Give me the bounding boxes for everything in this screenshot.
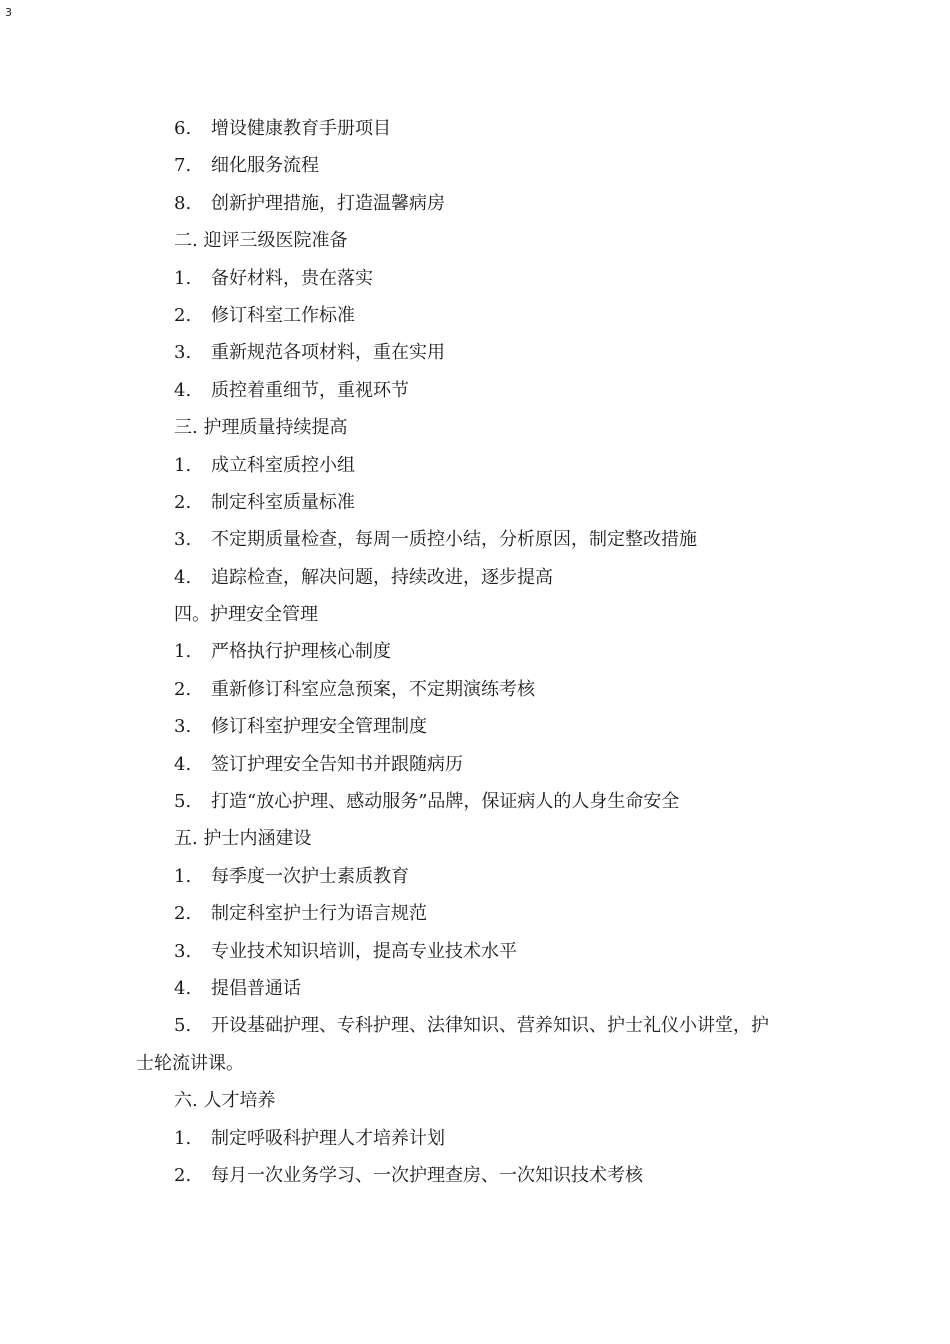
list-item-number: 5. — [174, 791, 192, 813]
list-item-continuation-text: 士轮流讲课。 — [136, 1052, 244, 1074]
section-heading — [0, 409, 950, 446]
list-item-text: 重新规范各项材料，重在实用 — [211, 342, 445, 364]
list-item-text: 重新修订科室应急预案，不定期演练考核 — [211, 678, 535, 700]
section-heading-text: 六. 人才培养 — [174, 1090, 276, 1112]
list-item-number: 7. — [174, 155, 192, 177]
list-item-number: 4. — [174, 566, 192, 588]
list-item-number: 8. — [174, 192, 192, 214]
list-item-number: 2. — [174, 678, 192, 700]
section-heading-text: 二. 迎评三级医院准备 — [174, 230, 348, 252]
list-item-text: 备好材料，贵在落实 — [211, 267, 373, 289]
list-item-number: 6. — [174, 118, 192, 139]
list-item — [0, 559, 950, 596]
document-body — [0, 110, 950, 1194]
list-item-text: 成立科室质控小组 — [211, 454, 355, 476]
list-item — [0, 1157, 950, 1194]
list-item-number: 2. — [174, 1164, 192, 1186]
section-heading-text: 三. 护理质量持续提高 — [174, 417, 348, 439]
page-number: 3 — [5, 6, 12, 19]
list-item-continuation — [0, 1045, 950, 1082]
list-item-text: 制定科室质量标准 — [211, 491, 355, 513]
list-item — [0, 260, 950, 297]
list-item-text: 开设基础护理、专科护理、法律知识、营养知识、护士礼仪小讲堂，护 — [211, 1015, 769, 1037]
list-item-number: 4. — [174, 379, 192, 401]
list-item — [0, 334, 950, 371]
list-item — [0, 110, 950, 147]
list-item-text: 修订科室工作标准 — [211, 304, 355, 326]
list-item — [0, 895, 950, 932]
list-item — [0, 185, 950, 222]
list-item-number: 3. — [174, 716, 192, 738]
list-item-text: 每月一次业务学习、一次护理查房、一次知识技术考核 — [211, 1164, 643, 1186]
list-item-text: 每季度一次护士素质教育 — [211, 865, 409, 887]
list-item-number: 1. — [174, 454, 192, 476]
list-item — [0, 1120, 950, 1157]
section-heading — [0, 222, 950, 259]
list-item-text: 不定期质量检查，每周一质控小结，分析原因，制定整改措施 — [211, 529, 697, 551]
list-item — [0, 484, 950, 521]
list-item-number: 1. — [174, 267, 192, 289]
section-heading-text: 五. 护士内涵建设 — [174, 828, 312, 850]
list-item-number: 4. — [174, 977, 192, 999]
list-item-number: 3. — [174, 342, 192, 364]
section-heading — [0, 820, 950, 857]
list-item-number: 5. — [174, 1015, 192, 1037]
list-item — [0, 521, 950, 558]
list-item-text: 提倡普通话 — [211, 977, 301, 999]
list-item — [0, 933, 950, 970]
list-item-text: 质控着重细节，重视环节 — [211, 379, 409, 401]
list-item — [0, 297, 950, 334]
list-item-text: 细化服务流程 — [211, 155, 319, 177]
list-item — [0, 372, 950, 409]
list-item-text: 签订护理安全告知书并跟随病历 — [211, 753, 463, 775]
list-item — [0, 671, 950, 708]
list-item — [0, 1007, 950, 1044]
list-item-number: 2. — [174, 903, 192, 925]
list-item-text: 增设健康教育手册项目 — [211, 118, 391, 139]
list-item — [0, 858, 950, 895]
section-heading — [0, 596, 950, 633]
list-item-number: 1. — [174, 1127, 192, 1149]
list-item — [0, 708, 950, 745]
list-item-text: 修订科室护理安全管理制度 — [211, 716, 427, 738]
list-item-number: 2. — [174, 304, 192, 326]
list-item — [0, 147, 950, 184]
list-item-text: 创新护理措施，打造温馨病房 — [211, 192, 445, 214]
list-item — [0, 633, 950, 670]
section-heading — [0, 1082, 950, 1119]
list-item — [0, 447, 950, 484]
list-item-text: 打造“放心护理、感动服务”品牌，保证病人的人身生命安全 — [211, 791, 680, 813]
section-heading-text: 四。护理安全管理 — [174, 604, 318, 626]
list-item-number: 3. — [174, 940, 192, 962]
list-item-text: 专业技术知识培训，提高专业技术水平 — [211, 940, 517, 962]
list-item-number: 4. — [174, 753, 192, 775]
list-item-text: 制定呼吸科护理人才培养计划 — [211, 1127, 445, 1149]
list-item-number: 1. — [174, 641, 192, 663]
list-item — [0, 970, 950, 1007]
list-item — [0, 783, 950, 820]
list-item-number: 1. — [174, 865, 192, 887]
list-item-text: 严格执行护理核心制度 — [211, 641, 391, 663]
list-item-number: 3. — [174, 529, 192, 551]
list-item-number: 2. — [174, 491, 192, 513]
list-item-text: 追踪检查，解决问题，持续改进，逐步提高 — [211, 566, 553, 588]
list-item — [0, 746, 950, 783]
list-item-text: 制定科室护士行为语言规范 — [211, 903, 427, 925]
